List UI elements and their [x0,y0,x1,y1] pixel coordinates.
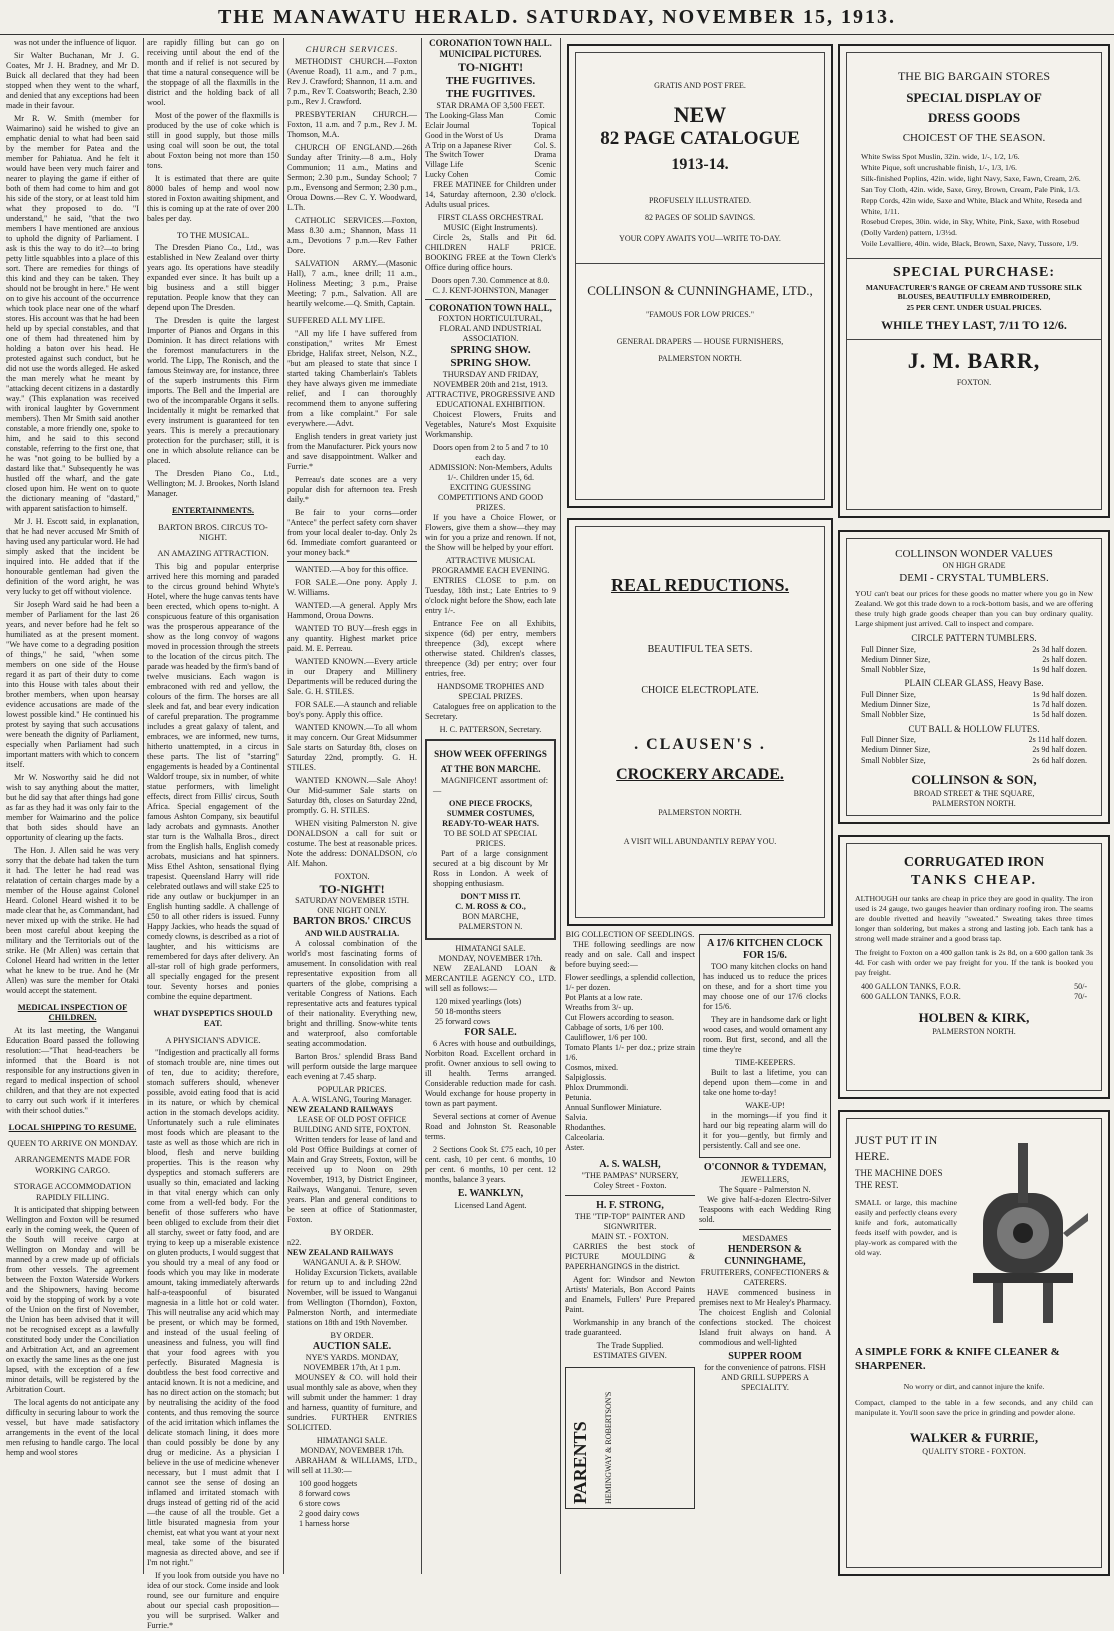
ad-heading: MUNICIPAL PICTURES. [439,48,542,59]
ad-text: Doors open from 2 to 5 and 7 to 10 each day. [432,443,549,463]
article-text: The Dresden Piano Co., Ltd., was established in New Zealand over thirty years ago. Its operations have steadily expanded ever since. It has built up a big business and a still bigger reputation. People know that they can depend upon The Dresden. [147,243,279,313]
ad-text: Compact, clamped to the table in a few seconds, and any child can manipulate it. You'll soon save the price in grinding and powder alone. [855,1397,1093,1417]
headline: WHAT DYSPEPTICS SHOULD EAT. [153,1007,273,1029]
article-text: It is estimated that there are quite 8000 bales of hemp and wool now stored in Foxton awaiting shipment, and this is coming up at the rate of over 200 bales per day. [147,174,279,223]
ad-text: PALMERSTON NORTH. [932,798,1016,808]
ad-text: ESTIMATES GIVEN. [593,1351,667,1361]
ad-heading: CORONATION TOWN HALL, [429,302,552,313]
ad-text: If you have a Choice Flower, or Flowers, give them a show—they may win for you a prize and renown. If not, the Show will be helped by your effort. [425,513,556,553]
classified-ad: WANTED.—A general. Apply Mrs Hammond, Oroua Downs. [287,600,417,620]
list-item: Rhodanthes. [565,1123,606,1132]
headline: SUFFERED ALL MY LIFE. [287,315,386,326]
ad-heading: FOXTON. [334,871,370,881]
ad-text: The freight to Foxton on a 400 gallon tank is 2s 8d, on a 600 gallon tank 3s 4d. For cash with order we pay freight for you. If the tank is booked you pay freight. [855,947,1093,977]
ad-text: Licensed Land Agent. [454,1200,527,1210]
ad-text: ATTRACTIVE, PROGRESSIVE AND EDUCATIONAL EXHIBITION. [426,390,555,410]
list-item: Salvia. [565,1113,588,1122]
ad-text: BEAUTIFUL TEA SETS. [647,644,753,655]
classified-ad: WANTED TO BUY—fresh eggs in any quantity. Highest market price paid. M. E. Perreau. [287,623,417,653]
ad-text: BY ORDER. [330,1227,374,1237]
list-item: Annual Sunflower Miniature. [565,1103,662,1112]
ad-text: Circle 2s, Stalls and Pit 6d. CHILDREN HALF PRICE. BOOKING FREE at the Town Clerk's Office during office hours. [425,232,556,272]
ad-text: CARRIES the best stock of PICTURE MOULDING & PAPERHANGINGS in the district. [565,1242,695,1272]
ad-text: QUALITY STORE - FOXTON. [922,1446,1026,1456]
ad-text: BROAD STREET & THE SQUARE, [913,788,1035,798]
ad-heading: CORONATION TOWN HALL. [429,38,552,48]
ad-text: MONDAY, NOVEMBER 17th. [300,1445,404,1455]
ad-text: CHOICE ELECTROPLATE. [641,685,759,696]
ad-heading: DON'T MISS IT. [460,892,521,902]
ad-text: SMALL or large, this machine easily and perfectly cleans every knife and fork, automatically feeds itself with powder, and is play-work as compared with the old way. [855,1197,957,1258]
ad-text: HAVE commenced business in premises next to Mr Healey's Pharmacy. The choicest English and Colonial confections stocked. The choicest Island fruit always on hand. A commodious and well-lighted [699,1287,831,1347]
ad-text: HEMINGWAY & ROBERTSON'S [603,1391,613,1505]
collinson-son-ad: COLLINSON WONDER VALUES ON HIGH GRADE DEMI - CRYSTAL TUMBLERS. YOU can't beat our prices for these goods no matter where you go in New Zealand. We got this trade down to a rock-bottom basis, and we are offering these truly high grade goods cheaper than you can buy ordinary quality. Large shipment just arrived. Call to inspect and compare. CIRCLE PATTERN TUMBLERS. Full Dinner Size, 2s 3d half dozen. Medium Dinner Size, 2s half dozen. Small Nobbler Size, 1s 9d half dozen. PLAIN CLEAR GLASS, Heavy Base. Full Dinner Size, 1s 9d half dozen. Medium Dinner Size, 1s 7d half dozen. Small Nobbler Size, 1s 5d half dozen. CUT BALL & HOLLOW FLUTES. Full Dinner Size, 2s 11d half dozen. Medium Dinner Size, 2s 9d half dozen. Small Nobbler Size, 2s 6d half dozen. COLLINSON & SON, BROAD STREET & THE SQUARE, PALMERSTON NORTH. [838,530,1110,824]
ad-heading: THE FUGITIVES. [445,74,536,87]
ad-text: NEW ZEALAND LOAN & MERCANTILE AGENCY CO., LTD. will sell as follows:— [425,964,556,994]
column-1 [6,38,139,1574]
catalogue-ad [567,44,833,508]
ad-heading: WHILE THEY LAST, 7/11 TO 12/6. [881,318,1067,333]
ad-text: ENTRIES CLOSE to p.m. on Tuesday, 18th inst.; Late Entries to 9 o'clock night before the Show, each late entry 1/-. [425,576,556,616]
ad-text: Doors open 7.30. Commence at 8.0. [431,275,550,285]
list-item: Flower seedlings, a splendid collection, 1/- per dozen. [565,973,695,992]
article-text: The Dresden is quite the largest Importer of Pianos and Organs in this Dominion. It has direct relations with the foremost manufacturers in the world. The Lipp, The Ronisch, and the famous Steinway are, for instance, three of the superb instruments this Firm imports. The Bell and the Imperial are two of the incomparable Organs it sells. Incidentally it might be remarked that every instrument is guaranteed for ten years. This is merely a precautionary protection for the purchaser; still, it is one in which absolute reliance can be placed. [147,316,279,466]
article-text: Mr W. Nosworthy said he did not wish to say anything about the matter, but he did say that after things had gone as far as they had it was only fair to the member for Waimarino and the police that both sides should have an opportunity of clearing up the facts. [6,773,139,842]
ad-text: THE "TIP-TOP" PAINTER AND SIGNWRITER. [574,1212,686,1232]
ad-text: MESDAMES [742,1233,788,1243]
ad-heading: SPECIAL DISPLAY OF [906,90,1042,105]
article-text: Mr J. H. Escott said, in explanation, that he had never accused Mr Smith of having used any particular word. He had simply asked that the incident be inquired into. He added that if the honourable gentleman had given the definition of the word aright, he was very lucky to get off without violence. [6,517,140,596]
ad-heading: DEMI - CRYSTAL TUMBLERS. [899,572,1049,585]
ad-heading: TO-NIGHT! [319,881,385,896]
ad-heading: JUST PUT IT IN HERE. [855,1133,938,1163]
ad-text: ATTRACTIVE MUSICAL PROGRAMME EACH EVENING. [431,556,550,576]
ad-heading: CROCKERY ARCADE. [616,766,784,783]
ad-text: NYE'S YARDS. MONDAY, NOVEMBER 17th, At 1 p.m. [303,1352,401,1372]
classified-ad: WANTED KNOWN.—Every article in our Drapery and Millinery Departments will be reduced during the Sale. G. H. STILES. [287,656,417,696]
ad-text: FREE MATINEE for Children under 14, Saturday afternoon, 2.30 o'clock. Adults usual prices. [425,179,556,209]
ad-heading: NEW [673,102,727,127]
ad-text: Choicest Flowers, Fruits and Vegetables, Nature's Most Exquisite Workmanship. [425,410,556,440]
ad-text: MAIN ST. - FOXTON. [591,1232,669,1242]
ad-text: C. J. KENT-JOHNSTON, Manager [432,285,549,295]
ad-text: PALMERSTON NORTH. [658,354,742,364]
ad-text: 2 Sections Cook St. £75 each, 10 per cent. cash, 10 per cent. 6 months, 10 per cent. 6 months, 10 per cent. 12 months, balance 3 years. [425,1145,556,1185]
ad-text: H. C. PATTERSON, Secretary. [439,725,542,735]
ad-text: POPULAR PRICES. [317,1084,387,1094]
classified-ad: WANTED KNOWN.—Sale Ahoy! Our Mid-summer Sale starts on Saturday 8th, closes on Saturday 22nd, promptly. G. H. STILES. [287,775,417,815]
ad-heading: SUPPER ROOM [728,1350,802,1362]
list-item: Salpiglossis. [565,1073,607,1082]
list-item: Petunia. [565,1093,592,1102]
advert-text: Be fair to your corns—order "Antece" the perfect safety corn shaver from your local dealer to-day. Only 2s 6d. Immediate comfort guaranteed or your money back.* [287,507,417,557]
ad-heading: COLLINSON & CUNNINGHAME, LTD., [587,283,813,298]
section-heading: ENTERTAINMENTS. [172,505,254,516]
ad-text: GENERAL DRAPERS — HOUSE FURNISHERS, [616,337,784,347]
ad-text: The Square - Palmerston N. [719,1184,811,1194]
list-item: White Swiss Spot Muslin, 32in. wide, 1/-, 1/2, 1/6. [861,152,1020,161]
church-notice: PRESBYTERIAN CHURCH.—Foxton, 11 a.m. and 7 p.m., Rev J. M. Thomson, M.A. [287,110,417,140]
ad-text: FRUITERERS, CONFECTIONERS & CATERERS. [700,1267,830,1287]
classified-ad: WANTED KNOWN.—To all whom it may concern. Our Great Midsummer Sale starts on Saturday 8th, closes on Saturday 22nd, promptly. G. H. STILES. [287,722,417,772]
ad-heading: THE MACHINE DOES THE REST. [855,1168,943,1190]
article-text: At its last meeting, the Wanganui Education Board passed the following resolution:—"That head-teachers be informed that the Board is not responsible for any instructions given in regard to medical inspection of school children, and that they are not expected to carry out such work if it interferes with their school duties." [6,1025,139,1115]
list-item: San Toy Cloth, 42in. wide, Saxe, Grey, Brown, Cream, Pale Pink, 1/3. [861,184,1080,194]
ad-text: PALMERSTON N. [458,922,523,932]
clausen-ad [567,518,833,926]
list-item: 8 forward cows [299,1488,350,1498]
walker-furrie-ad [838,1110,1110,1576]
seedling-list [565,973,695,1153]
ad-text: for the convenience of patrons. FISH AND GRILL SUPPERS A SPECIALITY. [704,1363,826,1393]
column-2 [147,38,279,1630]
ad-text: FIRST CLASS ORCHESTRAL MUSIC (Eight Instruments). [437,212,544,232]
ad-text: Part of a large consignment secured at a big discount by Mr Ross in London. A week of shopping enthusiasm. [433,849,548,889]
ad-heading: HENDERSON & CUNNINGHAME, [724,1243,806,1267]
ad-text: TO BE SOLD AT SPECIAL PRICES. [443,829,538,849]
list-item: Phlox Drummondi. [565,1083,629,1092]
ad-text: We give half-a-dozen Electro-Silver Teaspoons with each Wedding Ring sold. [699,1194,831,1224]
ad-heading: HIMATANGI SALE. [316,1435,388,1445]
article-text: It is anticipated that shipping between Wellington and Foxton will be resumed early in the coming week, the Queen of the South will receive cargo at Wellington on Monday and will be manned by a crew made up of officials from other vessels. The agreement between the Foxton Waterside Workers and the Shipowners, having become void by the stopping of work by a vote of the Union on the first of November, the Union has been advised that it will not be recognised except as a lawfully constituted body under the Conciliation and Arbitration Act, and an agreement on exactly the same lines as the one just lapsed, with the exception of a few minor details, will be registered by the Arbitration Court. [6,1204,139,1394]
masthead [0,0,1114,35]
ad-heading: AND WILD AUSTRALIA. [304,928,400,938]
ad-heading: NEW ZEALAND RAILWAYS [287,1247,394,1257]
ad-heading: E. WANKLYN, [457,1188,524,1200]
list-item: 25 forward cows [435,1017,491,1027]
ad-heading: SHOW WEEK OFFERINGS AT THE BON MARCHE. [434,749,547,774]
column-3 [287,38,417,1574]
ad-text: LEASE OF OLD POST OFFICE BUILDING AND SITE, FOXTON. [293,1114,411,1134]
classified-ad: FOR SALE.—A staunch and reliable boy's pony. Apply this office. [287,699,417,719]
livestock-list [287,1479,417,1529]
ad-heading: O'CONNOR & TYDEMAN, [703,1162,827,1174]
ad-heading: A. S. WALSH, [599,1159,661,1170]
subheadline: A PHYSICIAN'S ADVICE. [165,1034,261,1045]
ad-text: 6 Acres with house and outbuildings, Norbiton Road. Excellent orchard in profit. Owner anxious to sell owing to ill health. Terms arranged. Considerable reduction made for cash. Would exchange for house property in town as part payment. [425,1039,556,1109]
list-item: Silk-finished Poplins, 42in. wide, light Navy, Saxe, Fawn, Cream, 2/6. [861,173,1081,183]
ad-heading: H. F. STRONG, [596,1200,664,1212]
ad-heading: AUCTION SALE. [312,1340,392,1352]
knife-cleaner-illustration [963,1133,1093,1333]
ad-text: Barton Bros.' splendid Brass Band will perform outside the large marquee each evening at 7.45 sharp. [287,1051,417,1081]
ad-heading: HOLBEN & KIRK, [918,1010,1030,1026]
ad-text: MANUFACTURER'S RANGE OF CREAM AND TUSSORE SILK BLOUSES, BEAUTIFULLY EMBROIDERED, [865,283,1083,302]
ad-text: MAGNIFICENT assortment of:— [433,776,548,796]
ad-text: EXCITING GUESSING COMPETITIONS AND GOOD PRIZES. [437,483,544,513]
newspaper-title: THE MANAWATU HERALD. SATURDAY, NOVEMBER 15, 1913. [217,6,897,28]
ad-heading: CIRCLE PATTERN TUMBLERS. [911,633,1037,644]
ad-heading: COLLINSON & SON, [911,771,1037,787]
list-item: Cut Flowers according to season. [565,1013,674,1022]
subheadline: ARRANGEMENTS MADE FOR WORKING CARGO. [14,1154,131,1175]
clock-ad [699,934,831,1158]
ad-heading: A SIMPLE FORK & KNIFE CLEANER & SHARPENER. [855,1346,1060,1373]
article-text: The Hon. J. Allen said he was very sorry that the debate had taken the turn it had. The letter he had read was relatation of certain charges made by a member of the House against Colonel Heard. Colonel Heard wished it to be made clear that he, as Commandant, had never mixed up with the strike. He had been most careful about keeping the military and the Territorials out of the strike. He (Mr Allen) was certain that Colonel Heard had written in the letter what he knew to be true. And he (Mr Allen) was sure the member for Otaki would accept the statement. [6,846,139,995]
ad-text: Holiday Excursion Tickets, available for return up to and including 22nd November, will be issued to Wanganui from Wellington (Thorndon), Foxton, Palmerston North, and intermediate stations on 18th and 19th November. [287,1267,417,1327]
ad-text: A colossal combination of the world's most fascinating forms of amusement. In consolidation with real representative exposition from all quarters of the globe, comprising a veritable Congress of Nations. Each representative acts and features typical of their nationality. Everything new, bright and thrilling. Snow-white tents and waterproof, also comfortable seating accommodation. [287,938,417,1048]
advert-text: English tenders in great variety just from the Manufacturer. Pick yours now and save disappointment. Walker and Furrie.* [287,431,417,471]
ad-text: Coley Street - Foxton. [593,1181,667,1191]
article-text: are rapidly filling but can go on receiving until about the end of the month and if relief is not secured by that time a natural consequence will be the stoppage of all the flaxmills in the district and the holding back of all wool. [147,38,279,107]
list-item: Cabbage of sorts, 1/6 per 100. [565,1023,664,1032]
ad-heading: WAKE-UP! [745,1101,785,1111]
ad-heading: CORRUGATED IRON [903,855,1045,870]
ad-heading: TANKS CHEAP. [911,872,1037,888]
headline: TO THE MUSICAL. [176,230,250,240]
ad-heading: HIMATANGI SALE. [455,944,526,954]
list-item: 120 mixed yearlings (lots) [435,997,522,1007]
holben-kirk-ad: CORRUGATED IRON TANKS CHEAP. ALTHOUGH our tanks are cheap in price they are good in quality. The iron used is 24 gauge, two gauges heavier than ordinary roofing iron. The seams are double rivetted and heavily "sweated." Sweating takes three times longer than soldering, but makes a strong and lasting job. Each tank has a strong well made strainer and a good brass tap. The freight to Foxton on a 400 gallon tank is 2s 8d, on a 600 gallon tank 3s 4d. For cash with order we pay freight for you. If the tank is booked you pay freight. 400 GALLON TANKS, F.O.R. 50/- 600 GALLON TANKS, F.O.R. 70/- HOLBEN & KIRK, PALMERSTON NORTH. [838,835,1110,1099]
ad-heading: CHOICEST OF THE SEASON. [902,132,1046,144]
ad-text: THE following seedlings are now ready and on sale. Call and inspect before buying seed:— [565,940,695,969]
list-item: 1 harness horse [299,1518,350,1528]
ad-text: 25 PER CENT. UNDER USUAL PRICES. [906,303,1042,313]
dress-goods-list [847,144,1101,258]
headline: LOCAL SHIPPING TO RESUME. [8,1121,137,1132]
article-text: The Dresden Piano Co., Ltd., Wellington; M. J. Brookes, North Island Manager. [147,469,279,499]
article-text: Mr R. W. Smith (member for Waimarino) said he wished to give an emphatic denial to what had been said by the member for Patea and the member for Pahiatua. And he felt it would have been very much fairer and nearer to playing the game if either of both of them had come to him and got his side of the story, or at least told him what they proposed to do. "I understand," he said, "that the two members I have mentioned are anxious to uphold the dignity of Parliament. I ask is this the way to do it?—to bring petty little squabbles into a place of this sort. There are remedies for things of this kind and they can be taken. They should not be brought in here." He went on to give his account of the occurrence which took place near one of the wharf stores. His account was that he had been held up by special constables, and that one of them had threatened him by holding a baton over his head. He protested against such conduct, but he did not use the words alleged. He asked the man merely what he meant by "attacking decent citizens in a dastardly way." (This explanation was received with ironical laughter by Government members). Then Mr Smith said another constable, a more friendly one, spoke to him, and he said to this second constable, referring to the first one, that he was "not going to be bullied by a dastard like that." Subsequently he was hustled off the wharf, and the gate closed upon him. He went on to quote the dictionary meaning of "dastard," with apparent satisfaction to himself. [6,114,139,513]
list-item: Cauliflower, 1/6 per 100. [565,1033,648,1042]
list-item: 6 store cows [299,1498,340,1508]
ad-heading: 82 PAGE CATALOGUE [600,128,800,149]
list-item: Repp Cords, 42in wide, Saxe and White, Black and White, Reseda and White, 1/11. [861,195,1082,216]
ad-text: ON HIGH GRADE [942,561,1006,571]
ad-heading: FOR SALE. [464,1027,517,1039]
list-item: Wreaths from 3/- up. [565,1003,634,1012]
ad-text: ABRAHAM & WILLIAMS, LTD., will sell at 11.30:— [287,1455,417,1475]
article-text: This big and popular enterprise arrived here this morning and paraded to the circus ground behind Whyte's Hotel, where the huge canvas tents have been erected, which opens to-night. A conspicuous feature of this organisation was the prosperous appearance of the show as the long convoy of wagons moved in procession through the streets to the location of the circus pitch. The parade was headed by the firm's band of twelve musicians. Each wagon is embraconed with red and yellow, the colours of the firm. The horses are all sleek and fat, and bear every indication of careful preparation. The programme includes a great galaxy of talent, and embraces, we are informed, new turns, hitherto unattempted, in a circus in these parts. The list of "starring" engagements is headed by a Continental Waldorf troupe, six in number, of white statue performers, with limelight effects, direct from Fillis' circus, South Africa. Special engagement of the famous Ashton Company, six beautiful lady acrobats and gymnasts. Another star turn is the Walhalla Bros., direct from the English halls, English comedy acrobats, musicians and hat spinners. Miss Ethel Ashton, sensational flying trapesist. Queensland Harry will ride celebrated outlaws and will stake £25 to ride any outlaw or buckjumper in an English hunting saddle. A challenge of £50 to all other riders is issued. Funny Happy Jackies, who heads the squad of comedy clowns, is described as a riot of laughter, and his witticisms are remembered for days after delivery. An all-star roll of high grade performers, all specially engaged for the present tour. Seventy horses and ponies combine the equine department. [147,561,279,1001]
church-notice: CATHOLIC SERVICES.—Foxton, Mass 8.30 a.m.; Shannon, Mass 11 a.m., Devotions 7 p.m.—Rev Father Dore. [287,216,417,256]
article-text: Most of the power of the flaxmills is produced by the use of coke which is still in good supply, but those mills using coal will soon be out, the total about Foxton being not more than 150 tons. [147,111,279,170]
headline: MEDICAL INSPECTION OF CHILDREN. [17,1002,128,1023]
church-notice: SALVATION ARMY.—(Masonic Hall), 7 a.m., knee drill; 11 a.m., Holiness Meeting; 3 p.m., Praise Meeting; 7 p.m., Salvation. All are heartily welcome.—Q. Smith, Captain. [287,259,417,309]
ad-heading: BARTON BROS.' CIRCUS [292,916,412,928]
column-4 [425,38,556,1574]
ad-text: STAR DRAMA OF 3,500 FEET. [436,101,545,111]
ad-text: The Trade Supplied. [596,1341,664,1351]
article-text: was not under the influence of liquor. [14,38,137,47]
headline: BARTON BROS. CIRCUS TO-NIGHT. [158,521,268,543]
church-notice: METHODIST CHURCH.—Foxton (Avenue Road), 11 a.m., and 7 p.m., Rev J. Crawford; Shannon, 11 a.m. and 7 p.m., Rev T. Coatsworth; Beach, 2.30 p.m., Rev J. Crawford. [287,57,417,107]
subheadline: AN AMAZING ATTRACTION. [157,548,269,559]
ad-text: BY ORDER. [330,1330,374,1340]
list-item: 50 18-months steers [435,1007,501,1017]
article-text: "Indigestion and practically all forms of stomach trouble are, nine times out of ten, due to acidity; therefore, stomach sufferers should, whenever possible, avoid eating food that is acid in its nature, or which by chemical action in the stomach develops acidity. Unfortunately such a rule eliminates most foods which are pleasant to the taste as well as those which are rich in blood, flesh and nerve building properties. This is the reason why dyspeptics and stomach sufferers are usually so thin, emaciated and lacking in that vital energy which can only come from a well-fed body. For the benefit of those sufferers who have been obliged to exclude from their diet all starchy, sweet or fatty food, and are trying to keep up a miserable existence on gluten products, I would suggest that you should try a meal of any food or foods which you may like in moderate amount, taking immediately afterwards half-a-teaspoonful of bisurated magnesia in a little hot or cold water. This will neutralise any acid which may be present, or which may be formed, and instead of the usual feeling of uneasiness and fulness, you will find that your food agrees with you perfectly. Bisurated Magnesia is doubtless the best food corrective and antacid known. It is not a medicine, and has no direct action on the stomach; but by neutralising the acidity of the food contents, and thus removing the source of the acid irritation which inflames the delicate stomach lining, it does more than could possibly be done by any drug or medicine. As a physician I believe in the use of medicine whenever necessary, but I must admit that I cannot see the sense of dosing an inflamed and irritated stomach with drugs instead of getting rid of the acid—the cause of all the trouble. Get a little bisurated magnesia from your chemist, eat what you want at your next meal, take some of the bisurated magnesia as directed above, and see if I'm not right." [147,1047,279,1567]
list-item: 100 good hoggets [299,1478,358,1488]
ad-text: PALMERSTON NORTH. [932,1026,1016,1036]
ad-heading: PARENTS [570,1421,590,1505]
ad-text: ALTHOUGH our tanks are cheap in price they are good in quality. The iron used is 24 gauge, two gauges heavier than ordinary roofing iron. The seams are double rivetted and heavily "sweated." Sweating takes three times longer than soldering, but makes a strong and lasting job. Each tank has a strong well made strainer and a good brass tap. [855,893,1093,943]
ad-text: Built to last a lifetime, you can depend upon them—come in and take one home to-day! [703,1068,827,1098]
list-item: Pot Plants at a low rate. [565,993,643,1002]
ad-text: Workmanship in any branch of the trade guaranteed. [565,1318,695,1338]
ad-text: MONDAY, NOVEMBER 17th. [438,954,543,964]
ad-text: A VISIT WILL ABUNDANTLY REPAY YOU. [623,837,777,846]
ad-heading: TO-NIGHT! [457,59,524,74]
list-item: 2 good dairy cows [299,1508,360,1518]
ad-heading: SPRING SHOW. [450,357,531,369]
article-text: Sir Joseph Ward said he had been a member of Parliament for the last 26 years, and never before had he felt so humiliated as at the present moment. "We have come to a degrading position of things," he said, "when some members on one side of the House regard it as part of their duty to come into this House with tales about their brother members, when upon hearsay evidence accusations are made of the lowest possible kind." He continued his protest by saying that such accusations were beneath the dignity of Parliament, especially when Parliament had such important matters with which to concern itself. [6,600,140,769]
ad-text: MOUNSEY & CO. will hold their usual monthly sale as above, when they will submit under the hammer: 1 dray and harness, quantity of furniture, and sundries. FURTHER ENTRIES SOLICITED. [287,1372,417,1432]
ad-heading: NEW ZEALAND RAILWAYS [287,1104,394,1114]
ad-heading: TIME-KEEPERS. [734,1058,796,1068]
ad-text: YOUR COPY AWAITS YOU—WRITE TO-DAY. [619,234,781,243]
column-rule [283,38,284,1574]
column-rule [560,38,561,1574]
list-item: Calceolaria. [565,1133,605,1142]
ad-heading: BIG COLLECTION OF SEEDLINGS. [565,930,695,939]
list-item: Cosmos, mixed. [565,1063,618,1072]
advert-text: Perreau's date scones are a very popular dish for afternoon tea. Fresh daily.* [287,474,417,504]
list-item: White Pique, soft uncrushable finish, 1/-, 1/3, 1/6. [861,162,1017,172]
bon-marche-ad [425,739,556,940]
ad-heading: A 17/6 KITCHEN CLOCK FOR 15/6. [707,938,823,962]
subheadline: STORAGE ACCOMMODATION RAPIDLY FILLING. [13,1181,132,1202]
ad-text: Written tenders for lease of land and old Post Office Buildings at corner of Main and Gray Streets, Foxton, will be received up to Noon on 29th November, 1913, by District Engineer, Railways, Wanganui. Tenure, seven years. Plan and general conditions to be seen at office of Stationmaster, Foxton. [287,1134,417,1224]
ad-text: ADMISSION: Non-Members, Adults 1/-. Children under 15, 6d. [428,463,553,483]
list-item: Aster. [565,1143,585,1152]
advert-text: "All my life I have suffered from constipation," writes Mr Ernest Ebridge, Halifax street, Nelson, N.Z., "but am pleased to state that since I started taking Chamberlain's Tablets they have always given me immediate relief, and I can thoroughly recommend them to anyone suffering from a like complaint." For sale everywhere.—Advt. [287,328,417,428]
ad-heading: CUT BALL & HOLLOW FLUTES. [908,723,1040,734]
section-heading: CHURCH SERVICES. [305,44,399,54]
ad-text: Agent for: Windsor and Newton Artists' Materials, Bon Accord Paints and Enamels, Fullers' Pure Prepared Paint. [565,1275,695,1315]
ad-heading: 1913-14. [671,156,729,173]
ad-text: PROFUSELY ILLUSTRATED. [648,196,752,205]
column-5-right [699,930,831,1570]
classified-ad: FOR SALE.—One pony. Apply J. W. Williams. [287,577,417,597]
ad-heading: SPECIAL PURCHASE: [892,265,1056,281]
ad-text: FOXTON HORTICULTURAL, FLORAL AND INDUSTRIAL ASSOCIATION. [438,313,543,343]
ad-heading: THE FUGITIVES. [445,87,536,100]
ad-heading: DRESS GOODS [927,110,1021,125]
ad-text: PALMERSTON NORTH. [658,808,742,817]
column-rule [143,38,144,1574]
ad-heading: COLLINSON WONDER VALUES [895,548,1053,560]
list-item: Rosebud Crepes, 30in. wide, in Sky, White, Pink, Saxe, with Rosebud (Dolly Varden) pattern, 1/3½d. [861,217,1080,238]
ad-text: Entrance Fee on all Exhibits, sixpence (6d) per entry, members threepence (3d), except where otherwise stated. Children's classes, threepence (3d) per entry; over four entries, free. [425,619,556,679]
ad-heading: REAL REDUCTIONS. [610,575,790,595]
article-text: Sir Walter Buchanan, Mr J. G. Coates, Mr J. H. Bradney, and Mr D. Buick all declared that they had been stopped when they went to the wharf, and denied that any exceptions had been made in their favour. [6,51,139,110]
film-list: The Looking-Glass Man Comic Eclair Journal Topical Good in the Worst of Us Drama A Trip on a Japanese River Col. S. The Switch Tower Drama Village Life Scenic Lucky Cohen Comic [425,111,556,179]
ad-heading: C. M. ROSS & CO., [455,902,526,912]
ad-text: A. A. WISLANG, Touring Manager. [292,1094,412,1104]
column-5-left [565,930,695,1570]
ad-text: BON MARCHE, [462,912,519,922]
article-text: If you look from outside you have no idea of our stock. Come inside and look round, see our furniture and enquire about our special cash proposition—you will be surprised. Walker and Furrie.* [147,1570,279,1630]
column-rule [421,38,422,1574]
ad-text: "FAMOUS FOR LOW PRICES." [645,310,755,320]
ad-text: "THE PAMPAS" NURSERY, [581,1171,679,1181]
ad-text: GRATIS AND POST FREE. [654,81,746,90]
ad-text: 82 PAGES OF SOLID SAVINGS. [644,213,756,222]
ad-text: SATURDAY NOVEMBER 15TH. ONE NIGHT ONLY. [295,896,409,916]
ad-text: SUMMER COSTUMES, [446,809,535,819]
ad-heading: WALKER & FURRIE, [909,1429,1039,1445]
church-notice: CHURCH OF ENGLAND.—26th Sunday after Trinity.—8 a.m., Holy Communion; 11 a.m., Matins and Sermon; 2.30 p.m., Sunday School; 7 p.m., Evensong and Sermon; 2.30 p.m., Oroua Downs.—Rev C. Y. Woodward, L.Th. [287,143,417,213]
list-item: Voile Levalliere, 40in. wide, Black, Brown, Saxe, Navy, Tussore, 1/9. [861,239,1079,249]
ad-text: YOU can't beat our prices for these goods no matter where you go in New Zealand. We got this trade down to a rock-bottom basis, and we are offering these truly high grade goods cheaper than you can buy ordinary quality. Large shipment just arrived. Call to inspect and compare. [855,589,1093,629]
ad-text: READY-TO-WEAR HATS. [442,819,539,829]
parents-ad [565,1367,695,1509]
ad-text: JEWELLERS, [741,1174,789,1184]
ad-heading: THE BIG BARGAIN STORES [897,69,1051,83]
ad-text: No worry or dirt, and cannot injure the knife. [903,1381,1045,1391]
article-text: The local agents do not anticipate any difficulty in securing labour to work the vessel, but have made satisfactory arrangements in the event of the local men refusing to handle cargo. The local hemp and wool stores [6,1397,139,1457]
list-item: Tomato Plants 1/- per doz.; prize strain 1/6. [565,1043,695,1062]
ad-text: in the mornings—if you find it hard our big repeating alarm will do it for you—gently, but firmly and persistently. Call and see one. [703,1111,827,1151]
ad-text: HANDSOME TROPHIES AND SPECIAL PRIZES. [437,682,544,702]
ad-text: They are in handsome dark or light wood cases, and would ornament any room. But first, second, and all the time they're [703,1015,827,1055]
ad-text: Several sections at corner of Avenue Road and Johnston St. Reasonable terms. [425,1112,556,1142]
ad-text: THURSDAY AND FRIDAY, NOVEMBER 20th and 21st, 1913. [433,370,548,390]
ad-text: FOXTON. [956,378,992,388]
classified-ad: WHEN visiting Palmerston N. give DONALDSON a call for suit or costume. The best at reasonable prices. Note the address: DONALDSON, c/o Alf. Mahon. [287,818,417,868]
ad-heading: J. M. BARR, [907,348,1041,374]
ad-heading: PLAIN CLEAR GLASS, Heavy Base. [904,678,1044,689]
ad-text: TOO many kitchen clocks on hand has induced us to reduce the prices on these, and for a short time you may choose one of our 17/6 clocks for 15/6. [703,962,827,1012]
barr-ad [838,44,1110,518]
ad-heading: SPRING SHOW. [450,343,531,356]
ad-text: WANGANUI A. & P. SHOW. [302,1257,402,1267]
ad-text: Catalogues free on application to the Secretary. [425,702,556,722]
ad-text: ONE PIECE FROCKS, [448,799,533,809]
ad-heading: . CLAUSEN'S . [634,736,766,753]
ad-text: n22. [287,1237,302,1247]
classified-ad: WANTED.—A boy for this office. [295,564,409,574]
subheadline: QUEEN TO ARRIVE ON MONDAY. [7,1138,138,1149]
